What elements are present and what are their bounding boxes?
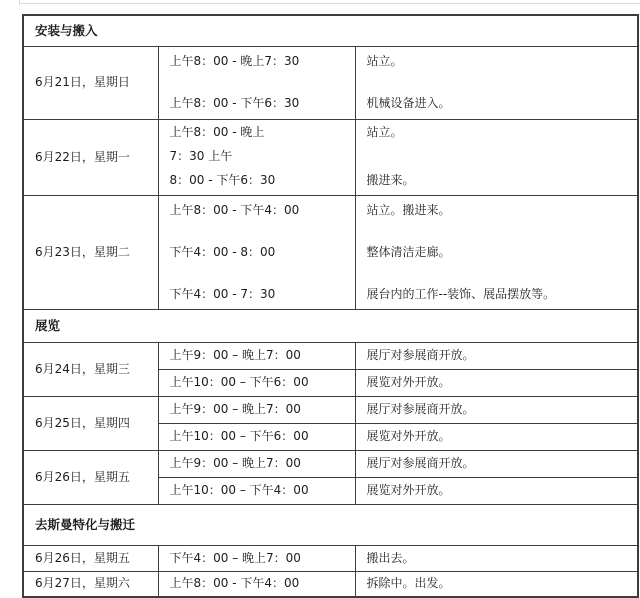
cell-line: 机械设备进入。 xyxy=(366,95,451,110)
activity-cell xyxy=(355,196,638,310)
activity-cell: 拆除中。出发。 xyxy=(355,572,638,597)
cell-line: 展台内的工作--装饰、展品摆放等。 xyxy=(366,286,556,301)
schedule-row xyxy=(23,397,638,424)
schedule-table-body xyxy=(23,15,638,597)
activity-cell: 搬出去。 xyxy=(355,546,638,572)
cell-line-spacer xyxy=(170,263,351,284)
cell-line: 8：00 - 下午6：30 xyxy=(169,173,276,188)
cell-line: 搬进来。 xyxy=(366,173,415,188)
activity-cell: 展厅对参展商开放。 xyxy=(355,397,638,424)
time-cell: 上午10：00 – 下午4：00 xyxy=(158,478,355,505)
schedule-row xyxy=(23,120,638,196)
section-header-title: 展览 xyxy=(23,310,638,343)
cell-line: 站立。 xyxy=(366,53,403,68)
time-cell xyxy=(158,196,355,310)
date-cell: 6月26日，星期五 xyxy=(23,546,158,572)
date-cell: 6月21日，星期日 xyxy=(23,47,158,120)
time-cell: 上午9：00 – 晚上7：00 xyxy=(158,343,355,370)
cell-line: 下午4：00 - 8：00 xyxy=(169,244,276,259)
cell-line-spacer xyxy=(367,263,634,284)
cell-line: 上午8：00 - 下午4：00 xyxy=(169,202,300,217)
date-cell: 6月23日，星期二 xyxy=(23,196,158,310)
cell-line: 站立。搬进来。 xyxy=(366,202,451,217)
activity-cell: 展览对外开放。 xyxy=(355,424,638,451)
cell-line: 上午8：00 - 下午6：30 xyxy=(169,95,300,110)
cell-line: 上午8：00 - 晚上7：30 xyxy=(169,53,300,68)
date-cell: 6月24日，星期三 xyxy=(23,343,158,397)
activity-cell: 展厅对参展商开放。 xyxy=(355,451,638,478)
time-cell: 上午10：00 – 下午6：00 xyxy=(158,370,355,397)
activity-cell: 展览对外开放。 xyxy=(355,370,638,397)
activity-cell xyxy=(355,47,638,120)
time-cell: 上午9：00 – 晚上7：00 xyxy=(158,451,355,478)
section-header-title: 去斯曼特化与搬迁 xyxy=(23,505,638,546)
cell-line: 7：30 上午 xyxy=(169,149,233,164)
page-top-rule xyxy=(19,3,640,4)
cell-line-spacer xyxy=(170,221,351,242)
section-header-row xyxy=(23,310,638,343)
time-cell xyxy=(158,120,355,196)
schedule-row xyxy=(23,451,638,478)
time-cell: 上午9：00 – 晚上7：00 xyxy=(158,397,355,424)
activity-cell: 展厅对参展商开放。 xyxy=(355,343,638,370)
cell-line-spacer xyxy=(367,72,634,93)
schedule-row xyxy=(23,343,638,370)
time-cell: 上午10：00 – 下午6：00 xyxy=(158,424,355,451)
date-cell: 6月25日，星期四 xyxy=(23,397,158,451)
cell-line-spacer xyxy=(367,145,634,169)
activity-cell: 展览对外开放。 xyxy=(355,478,638,505)
time-cell xyxy=(158,47,355,120)
section-header-title: 安装与搬入 xyxy=(23,15,638,47)
time-cell: 上午8：00 - 下午4：00 xyxy=(158,572,355,597)
date-cell: 6月22日，星期一 xyxy=(23,120,158,196)
cell-line: 下午4：00 - 7：30 xyxy=(169,286,276,301)
section-header-row xyxy=(23,15,638,47)
date-cell: 6月26日，星期五 xyxy=(23,451,158,505)
schedule-row xyxy=(23,47,638,120)
cell-line: 站立。 xyxy=(366,125,403,140)
section-header-row xyxy=(23,505,638,546)
time-cell: 下午4：00 – 晚上7：00 xyxy=(158,546,355,572)
cell-line-spacer xyxy=(367,221,634,242)
page-top-rule-tick xyxy=(19,0,20,5)
schedule-row xyxy=(23,546,638,572)
schedule-row xyxy=(23,196,638,310)
cell-line: 整体清洁走廊。 xyxy=(366,244,451,259)
cell-line-spacer xyxy=(170,72,351,93)
cell-line: 上午8：00 - 晚上 xyxy=(169,125,265,140)
activity-cell xyxy=(355,120,638,196)
date-cell: 6月27日，星期六 xyxy=(23,572,158,597)
schedule-table xyxy=(22,14,639,598)
